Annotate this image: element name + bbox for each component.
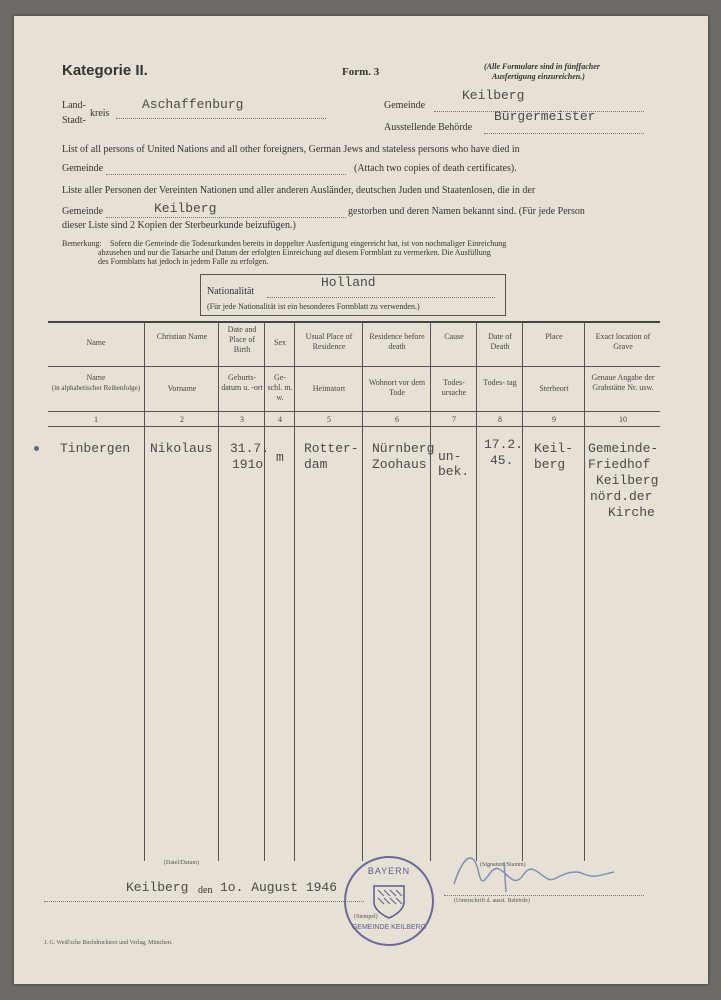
col-number: 5 <box>327 415 331 424</box>
date-dotline <box>44 900 364 902</box>
nationality-dotline <box>267 296 495 298</box>
col-birth-de: Geburts- datum u. -ort <box>221 373 263 392</box>
col-name-de-sub: (in alphabetischer Reihenfolge) <box>51 384 141 392</box>
column-divider <box>144 321 145 861</box>
cell-heimat-1: Rotter- <box>304 441 359 456</box>
col-vorname-de: Vorname <box>167 384 197 393</box>
column-divider <box>476 321 477 861</box>
cell-place-2: berg <box>534 457 566 472</box>
behoerde-dotline <box>484 132 644 134</box>
col-grave-en: Exact location of Grave <box>595 332 651 351</box>
datum-label: (Datel/Datum) <box>164 860 199 866</box>
cell-cause-2: bek. <box>438 464 470 479</box>
cell-birth-date: 31.7. <box>230 441 270 456</box>
column-divider <box>264 321 265 861</box>
table-header-divider <box>48 366 660 367</box>
col-vorname-en: Christian Name <box>156 332 208 341</box>
cell-grave-4: nörd.der <box>590 489 653 504</box>
col-birth-en: Date and Place of Birth <box>227 325 257 354</box>
bemerkung-label: Bemerkung: <box>62 239 102 248</box>
col-place-en: Place <box>545 332 563 341</box>
column-divider <box>362 321 363 861</box>
cell-place-1: Keil- <box>534 441 574 456</box>
kreis-label: kreis <box>90 108 110 119</box>
col-number: 10 <box>619 415 627 424</box>
stempel-label: (Stempel) <box>354 914 378 920</box>
cell-name: Tinbergen <box>60 441 131 456</box>
col-heimat-de: Heimatort <box>312 384 346 393</box>
col-sex-de: Ge- schl. m. w. <box>267 373 293 402</box>
intro-en-line1: List of all persons of United Nations and all other foreigners, German Jews and stateless persons who have died in <box>62 144 520 155</box>
bemerkung-line2: abzusehen und nur die Tatsache und Datum der erfolgten Einreichung auf diesem Formblatt zu vermerken. Die Ausfüllung <box>98 248 491 257</box>
publisher-line: J. G. Weiß'sche Buchdruckerei und Verlag, München. <box>44 940 173 946</box>
intro-de-line2b: gestorben und deren Namen bekannt sind. (Für jede Person <box>348 206 585 217</box>
cell-cause-1: un- <box>438 449 462 464</box>
col-wohnort-en: Residence before death <box>369 332 425 351</box>
cell-death-1: 17.2. <box>484 437 524 452</box>
intro-en-dotline <box>106 173 346 175</box>
cell-birth-year: 191o <box>232 457 264 472</box>
col-cause-de: Todes- ursache <box>441 378 467 397</box>
col-number: 7 <box>452 415 456 424</box>
col-sex-en: Sex <box>274 338 286 347</box>
col-death-en: Date of Death <box>488 332 512 351</box>
col-name-en: Name <box>86 338 106 347</box>
form-number: Form. 3 <box>342 66 380 78</box>
col-name-de: Name <box>86 373 106 382</box>
nationality-value: Holland <box>321 275 376 290</box>
cell-wohnort-2: Zoohaus <box>372 457 427 472</box>
col-number: 1 <box>94 415 98 424</box>
col-heimat-en: Usual Place of Residence <box>305 332 353 351</box>
col-wohnort-de: Wohnort vor dem Tode <box>368 378 426 397</box>
land-label: Land- <box>62 100 86 111</box>
intro-de-gemeinde: Gemeinde <box>62 206 104 217</box>
bemerkung-line1: Sofern die Gemeinde die Todesurkunden bereits in doppelter Ausfertigung eingereicht hat, ist von nochmaliger Einreichung <box>110 239 507 248</box>
nationality-label: Nationalität <box>207 286 255 297</box>
intro-de-gemeinde-value: Keilberg <box>154 201 217 216</box>
stamp-top-text: BAYERN <box>367 866 411 876</box>
intro-de-line3: dieser Liste sind 2 Kopien der Sterbeurkunde beizufügen.) <box>62 220 296 231</box>
intro-en-gemeinde: Gemeinde <box>62 163 104 174</box>
cell-vorname: Nikolaus <box>150 441 213 456</box>
col-death-de: Todes- tag <box>483 378 517 387</box>
behoerde-value: Bürgermeister <box>494 109 596 124</box>
coat-of-arms-icon <box>372 882 406 920</box>
signature-label: (Signature/Stamm) <box>480 862 526 868</box>
behoerde-label: Ausstellende Behörde <box>384 122 473 133</box>
column-divider <box>522 321 523 861</box>
copies-note-2: Ausfertigung einzureichen.) <box>492 72 585 81</box>
cell-sex: m <box>276 450 284 465</box>
cell-death-2: 45. <box>490 453 514 468</box>
nationality-box <box>200 274 506 316</box>
col-place-de: Sterbeort <box>539 384 569 393</box>
row-marker-dot <box>34 446 39 451</box>
signature-scribble <box>444 844 624 904</box>
category-title: Kategorie II. <box>62 62 148 79</box>
cell-grave-1: Gemeinde- <box>588 441 659 456</box>
signing-date: 1o. August 1946 <box>220 880 338 895</box>
column-divider <box>218 321 219 861</box>
unterschrift-label: (Unterschrift d. ausst. Behörde) <box>454 898 530 904</box>
col-number: 4 <box>278 415 282 424</box>
table-number-divider-bottom <box>48 426 660 427</box>
stamp-bottom-text: GEMEINDE KEILBERG <box>351 924 427 931</box>
stadt-label: Stadt- <box>62 115 86 126</box>
kreis-dotline <box>116 117 326 119</box>
copies-note-1: (Alle Formulare sind in fünffacher <box>484 62 600 71</box>
intro-en-attach: (Attach two copies of death certificates). <box>354 163 517 174</box>
form-sheet <box>14 16 708 984</box>
bemerkung-line3: des Formblatts hat jedoch in jedem Falle zu erfolgen. <box>98 257 269 266</box>
cell-grave-2: Friedhof <box>588 457 651 472</box>
cell-heimat-2: dam <box>304 457 328 472</box>
municipal-stamp <box>344 856 434 946</box>
cell-grave-5: Kirche <box>608 505 655 520</box>
col-number: 3 <box>240 415 244 424</box>
intro-de-line1: Liste aller Personen der Vereinten Nationen und aller anderen Ausländer, deutschen Juden und Staatenlosen, die in der <box>62 185 536 196</box>
cell-wohnort-1: Nürnberg <box>372 441 435 456</box>
intro-de-dotline <box>106 216 346 218</box>
gemeinde-label: Gemeinde <box>384 100 426 111</box>
col-cause-en: Cause <box>444 332 464 341</box>
table-top-border <box>48 321 660 323</box>
den-label: den <box>198 885 213 896</box>
col-number: 8 <box>498 415 502 424</box>
table-number-divider-top <box>48 411 660 412</box>
signing-place: Keilberg <box>126 880 189 895</box>
column-divider <box>584 321 585 861</box>
column-divider <box>430 321 431 861</box>
nationality-note: (Für jede Nationalität ist ein besonderes Formblatt zu verwenden.) <box>207 302 420 311</box>
kreis-value: Aschaffenburg <box>142 97 244 112</box>
col-number: 6 <box>395 415 399 424</box>
col-grave-de: Genaue Angabe der Grabstätte Nr. usw. <box>591 373 655 392</box>
column-divider <box>294 321 295 861</box>
gemeinde-value: Keilberg <box>462 88 525 103</box>
cell-grave-3: Keilberg <box>596 473 659 488</box>
col-number: 9 <box>552 415 556 424</box>
col-number: 2 <box>180 415 184 424</box>
